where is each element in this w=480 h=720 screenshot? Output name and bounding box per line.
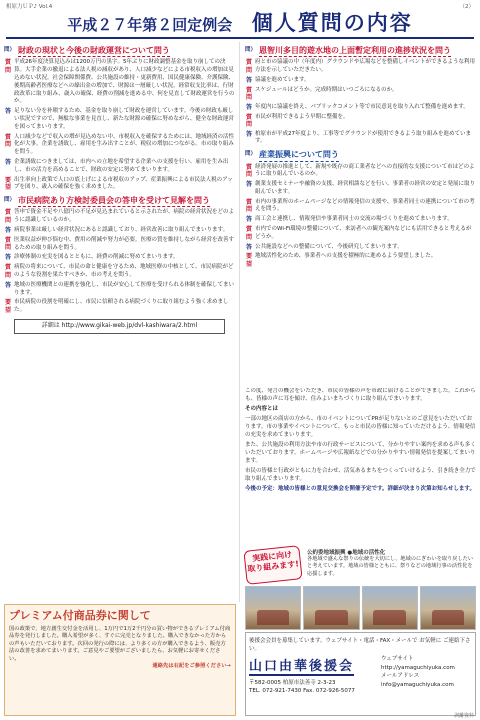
page-number: （2） <box>459 4 474 10</box>
badge-line: 取り組みます! <box>246 559 300 574</box>
qa-text: 年度内に協議を終え、パブリックコメント等で市民意見を取り入れて整備を進めます。 <box>255 103 469 110</box>
section-hospital-body <box>4 209 235 333</box>
mail-link[interactable]: info@yamaguchiyuka.com <box>381 681 454 688</box>
qa-item <box>4 134 235 157</box>
page-title <box>0 10 480 36</box>
qa-text: 創業支援セミナーや融資の支援、経営相談などを行い、事業者の経営の安定と発展に取り組んでいます。 <box>255 181 476 195</box>
qa-item <box>245 253 476 268</box>
qa-tag: 答 <box>4 158 11 166</box>
closing-subheading: その内容とは <box>245 405 279 412</box>
qa-item <box>4 237 235 253</box>
qa-item <box>4 299 235 315</box>
qa-tag: 質問 <box>4 133 11 149</box>
qa-item <box>245 114 476 129</box>
qa-tag: 質問 <box>4 59 11 74</box>
premium-body: 国の政策で、地方創生交付金を活用し、1万円で1万2千円分の買い物ができるプレミアム付商品券を発行しました。購入希望が多く、すぐに完売となりました。購入できなかった方からの声もいただいております。次回の発行の際には、より多くの方が購入できるよう、販売方法の改善を求めてまいります。ご意見やご要望がございましたら、お気軽にお寄せください。 <box>9 625 231 662</box>
qa-text: 病院事業は厳しい経営状況にあると認識しており、経営改善に取り組んでまいります。 <box>14 227 229 234</box>
qa-text: 人口減少などで収入の増が見込めない中、市税収入を確保するためには、地域経済の活性化が大事。企業を誘致し、雇用を生み出すことが、税収の増加につながる。市の取り組みを問う。 <box>14 133 235 156</box>
closing-plan: 今後の予定：地域の皆様との意見交換会を開催予定です。詳細が決まり次第お知らせします。 <box>245 485 475 492</box>
ask-label: 問） <box>245 151 257 158</box>
qa-tag: 答 <box>245 103 252 111</box>
qa-tag: 答 <box>245 181 252 189</box>
closing-paragraph: 市民の皆様と行政がともに力を合わせ、活気あるまちをつくっていけるよう、引き続き全力で取り組んでまいります。 <box>245 467 476 482</box>
org-address <box>249 679 377 696</box>
title-session: 平成２７年第２回定例会 <box>67 16 233 34</box>
qa-text: 市内の事業所のホームページなどの情報発信の支援や、事業者同士の連携について市の考えを問う。 <box>255 198 475 213</box>
festival-photos <box>245 586 476 630</box>
qa-tag: 質問 <box>245 113 252 129</box>
section-title: 恩智川多目的遊水地の上面暫定利用の進捗状況を問う <box>259 45 451 57</box>
qa-item <box>245 59 476 75</box>
closing-paragraph: この度、発言の機会をいただき、市民の皆様の声を市政に届けることができました。これからも、皆様の声に耳を傾け、住みよいまちづくりに取り組んでまいります。 <box>245 388 476 402</box>
qa-item <box>245 244 476 252</box>
org-phone: TEL. 072-921-7430 Fax. 072-926-5077 <box>249 688 355 695</box>
section-industry-body <box>245 164 476 269</box>
qa-tag: 答 <box>245 243 252 251</box>
qa-tag: 質問 <box>245 163 252 178</box>
qa-tag: 要望 <box>4 176 11 192</box>
premium-voucher-box <box>4 604 236 716</box>
supporters-row <box>249 655 472 696</box>
qa-text: 商工会と連携し、情報発信や事業者同士の交流の場づくりを進めてまいります。 <box>255 216 453 223</box>
qa-item <box>245 216 476 224</box>
closing-paragraph: 一部の地区の商店の方から、市のイベントについてPRが足りないとのご意見をいただいております。市の事業やイベントについて、もっと市民の皆様に知っていただけるよう、情報発信の充実を求めてまいります。 <box>245 415 476 438</box>
column-divider <box>239 42 240 602</box>
detail-url-link[interactable]: 詳細は http://www.gikai-web.jp/dvl-kashiwara/2.html <box>14 319 225 334</box>
qa-text: 市民病院の役割を明確にし、市民に信頼される病院づくりに取り組むよう強く求めました。 <box>14 299 229 314</box>
qa-item <box>4 254 235 262</box>
qa-tag: 質問 <box>4 264 11 279</box>
qa-tag: 答 <box>245 216 252 224</box>
qa-tag: 質問 <box>245 226 252 241</box>
festival-photo <box>362 586 418 630</box>
title-main: 個人質問の内容 <box>251 10 413 35</box>
qa-text: 答申で資金不足や八億円の不足が見込まれていると示されたが、病院の経営状況をどのように認識しているのか。 <box>14 209 235 224</box>
qa-tag: 要望 <box>4 299 11 314</box>
ask-label: 問） <box>4 197 16 204</box>
closing-paragraph: また、公共施設の利用方法や市の行政サービスについて、分かりやすい案内を求める声も多くいただいております。ホームページや広報紙などでの分かりやすい情報発信を提案してまいります。 <box>245 441 476 464</box>
qa-item <box>4 264 235 280</box>
section-finance-body <box>4 59 235 192</box>
ask-label: 問） <box>245 47 257 54</box>
qa-item <box>245 77 476 85</box>
qa-tag: 答 <box>4 227 11 235</box>
qa-text: 企業誘致につきましては、市内への立地を希望する企業への支援を行い、雇用を生み出し、市の活力を高めることで、財政の安定に努めてまいります。 <box>14 158 229 173</box>
section-title: 財政の現状と今後の財政運営について問う <box>18 45 170 57</box>
qa-tag: 答 <box>245 76 252 84</box>
org-postal: 〒582-0005 柏原市法善寺 2-3-23 <box>249 680 336 686</box>
qa-text: 出生率向上政策で人口の底上げによる市税収のアップ、産業振興による市民法人税のアップを図り、歳入の確保を強く求めました。 <box>14 176 233 191</box>
org-name: 山口由華後援会 <box>249 655 354 676</box>
festival-description: 各地域で盛んな祭りの伝統を大切にし、地域のにぎわいを取り戻したいと考えています。地域の皆様とともに、祭りなどの地域行事の活性化を応援します。 <box>307 556 474 577</box>
qa-text: 市内でのWi-Fi環境の整備について、来訪者への観光案内などにも活用できると考えるがどうか。 <box>255 226 472 240</box>
section-finance-heading <box>4 45 235 57</box>
qa-text: 地域活性化のため、事業者への支援を積極的に進めるよう要望しました。 <box>255 253 437 260</box>
supporters-web <box>377 655 472 696</box>
qa-tag: 質問 <box>4 209 11 224</box>
section-hospital-heading <box>4 195 235 207</box>
qa-item <box>245 181 476 197</box>
qa-tag: 要望 <box>245 253 252 268</box>
supporters-note: 後援会会員を募集しています。ウェブサイト・電話・FAX・メールで お気軽に ご連絡下さい。 <box>249 638 471 652</box>
qa-item <box>4 209 235 225</box>
section-industry-heading <box>245 149 476 161</box>
qa-text: スケジュールはどうか。完成時期はいつごろになるのか。 <box>255 86 398 93</box>
closing-message <box>245 388 476 548</box>
festival-photo <box>245 586 301 630</box>
ask-label: 問） <box>4 47 16 54</box>
section-title: 市民病院あり方検討委員会の答申を受けて見解を問う <box>18 195 210 207</box>
web-label: ウェブサイト <box>381 656 414 662</box>
mail-label: メールアドレス <box>381 673 420 680</box>
title-rule <box>6 37 474 39</box>
right-column <box>245 42 476 387</box>
qa-tag: 質問 <box>4 236 11 252</box>
qa-item <box>4 282 235 298</box>
qa-item <box>4 108 235 131</box>
section-reservoir-body <box>245 59 476 146</box>
supporters-org <box>249 655 377 696</box>
qa-item <box>4 227 235 235</box>
pledge-badge <box>243 545 302 585</box>
qa-text: 足りない分を补塡するため、基金を取り崩して財政を運営しています。今後の財政も厳しい状況ですので、無駄な事業を見直し、新たな財源の確保に努めながら、健全な財政運営を図ってまいります。 <box>14 108 234 130</box>
festival-photo <box>420 586 476 630</box>
qa-tag: 答 <box>4 281 11 289</box>
section-title: 産業振興について問う <box>259 149 339 161</box>
web-link[interactable]: http://yamaguchiyuka.com <box>381 664 455 671</box>
qa-tag: 答 <box>4 254 11 262</box>
qa-item <box>4 177 235 193</box>
qa-tag: 答 <box>4 108 11 116</box>
festival-section <box>245 548 476 630</box>
qa-text: 診療体制の充実を図るとともに、経費の削減に努めてまいります。 <box>14 254 179 261</box>
qa-text: 府と市の協議の中（年度内）グラウンドや広場などを整備しイベントができるような利用方法を示していただきたい。 <box>255 59 476 74</box>
qa-text: 協議を進めています。 <box>255 76 310 83</box>
premium-contact: 連絡先は右記をご参照ください→ <box>152 663 231 670</box>
qa-text: 公共施設などへの整備について、今後研究してまいります。 <box>255 243 403 250</box>
qa-text: 市民が利用できるよう早期に整備を。 <box>255 113 349 120</box>
qa-text: 地域の医療機関との連携を強化し、市民が安心して医療を受けられる体制を確保してまいります。 <box>14 281 235 296</box>
qa-item <box>245 104 476 112</box>
qa-tag: 質問 <box>245 86 252 102</box>
qa-item <box>245 164 476 180</box>
qa-item <box>245 87 476 102</box>
qa-item <box>4 59 235 106</box>
section-reservoir-heading <box>245 45 476 57</box>
festival-photo <box>303 586 359 630</box>
left-column <box>4 42 235 602</box>
supporters-box <box>245 632 476 716</box>
qa-tag: 答 <box>245 130 252 138</box>
premium-title: プレミアム付商品券に関して <box>9 609 151 622</box>
festival-title: 公約委地域振興 ●地域の活性化 <box>307 550 386 556</box>
qa-text: 柏原市が平成27年度より、工事等でグラウンドが使用できるよう取り組みを進めています。 <box>255 130 472 145</box>
qa-text: 病院の将来について、市民の命と健康を守るため、地域医療の中核として、市民病院がどのような役割を果たすべきか、市の考えを問う。 <box>14 264 234 279</box>
footer-note: 剥離資料 <box>453 713 474 719</box>
qa-text: 経済発展の推進として、新規や既存の商工業者などへの直接的な支援について市はどのように取り組んでいるのか。 <box>255 163 475 178</box>
qa-item <box>245 226 476 242</box>
qa-text: 医業収益が伸び悩む中、費用の削減や努力が必要。医療の質を維持しながら経営を改善するための取り組みを問う。 <box>14 236 235 251</box>
newsletter-label: 相原力ＵＰ♪ Vol.4 <box>6 4 53 10</box>
badge-line: 実践に向け <box>251 549 293 564</box>
qa-tag: 質問 <box>245 59 252 74</box>
qa-tag: 質問 <box>245 198 252 214</box>
qa-item <box>245 199 476 215</box>
qa-text: 平成26年度決算見込みは1200万円の黒字。5年ぶりに財政調整基金を取り崩しての決算。大手企業の撤退による法人税の減収があり、人口減少などによる市税収入の増加は見込めない状況。社会保障関係費、公共施設の維持・更新費用、国民健康保険、介護保険、後期高齢者医療などへの繰出金の増加で、財源は一層厳しい状況。経常収支比率は、行財政改革に取り組み、歳入の確保、経費の削減を進める中、何を見直して財政運営を行うのか。 <box>14 59 235 105</box>
qa-item <box>4 159 235 175</box>
qa-item <box>245 131 476 147</box>
